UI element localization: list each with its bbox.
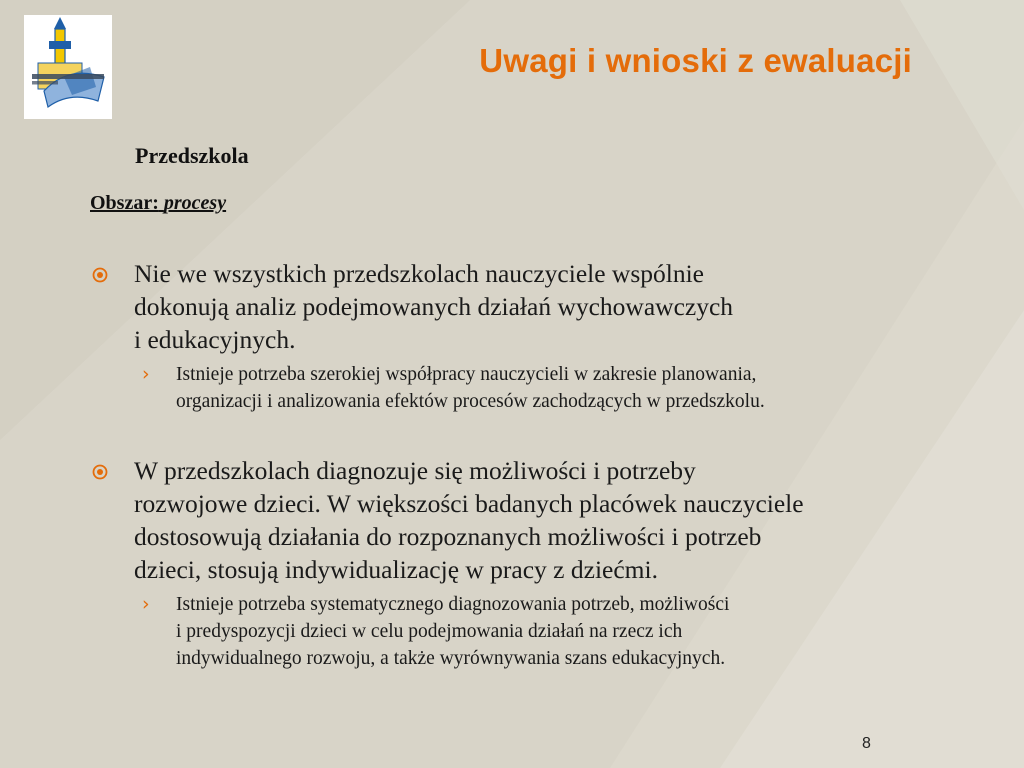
chevron-right-icon: › xyxy=(142,593,150,615)
bullet-line: dostosowują działania do rozpoznanych możliwości i potrzeb xyxy=(134,522,762,551)
page-number: 8 xyxy=(862,735,871,752)
slide-content xyxy=(90,257,1005,672)
kuratorium-logo-icon xyxy=(24,15,112,119)
sub-bullet-item xyxy=(90,591,1005,672)
sub-bullet-line: indywidualnego rozwoju, a także wyrównywania szans edukacyjnych. xyxy=(176,648,726,669)
sub-bullet-item xyxy=(90,361,1005,415)
sub-bullet-line: Istnieje potrzeba szerokiej współpracy nauczycieli w zakresie planowania, xyxy=(176,364,757,385)
slide-title: Uwagi i wnioski z ewaluacji xyxy=(479,42,912,79)
sub-bullet-line: i predyspozycji dzieci w celu podejmowania działań na rzecz ich xyxy=(176,621,683,642)
sub-bullet-line: organizacji i analizowania efektów procesów zachodzących w przedszkolu. xyxy=(176,391,765,412)
slide-subtitle: Przedszkola xyxy=(135,143,249,168)
circle-dot-icon xyxy=(92,267,108,283)
logo xyxy=(24,15,112,119)
bullet-line: Nie we wszystkich przedszkolach nauczyciele wspólnie xyxy=(134,259,704,288)
bullet-item xyxy=(90,257,1005,356)
area-heading xyxy=(90,192,226,215)
bullet-line: rozwojowe dzieci. W większości badanych placówek nauczyciele xyxy=(134,489,804,518)
area-value: procesy xyxy=(163,192,227,214)
chevron-right-icon: › xyxy=(142,363,150,385)
circle-dot-icon xyxy=(92,464,108,480)
bullet-line: dzieci, stosują indywidualizację w pracy z dziećmi. xyxy=(134,555,658,584)
bullet-line: i edukacyjnych. xyxy=(134,325,296,354)
bullet-item xyxy=(90,454,1005,586)
bullet-line: dokonują analiz podejmowanych działań wychowawczych xyxy=(134,292,734,321)
area-label: Obszar: xyxy=(90,192,159,214)
sub-bullet-line: Istnieje potrzeba systematycznego diagnozowania potrzeb, możliwości xyxy=(176,594,730,615)
bullet-line: W przedszkolach diagnozuje się możliwości i potrzeby xyxy=(134,456,696,485)
